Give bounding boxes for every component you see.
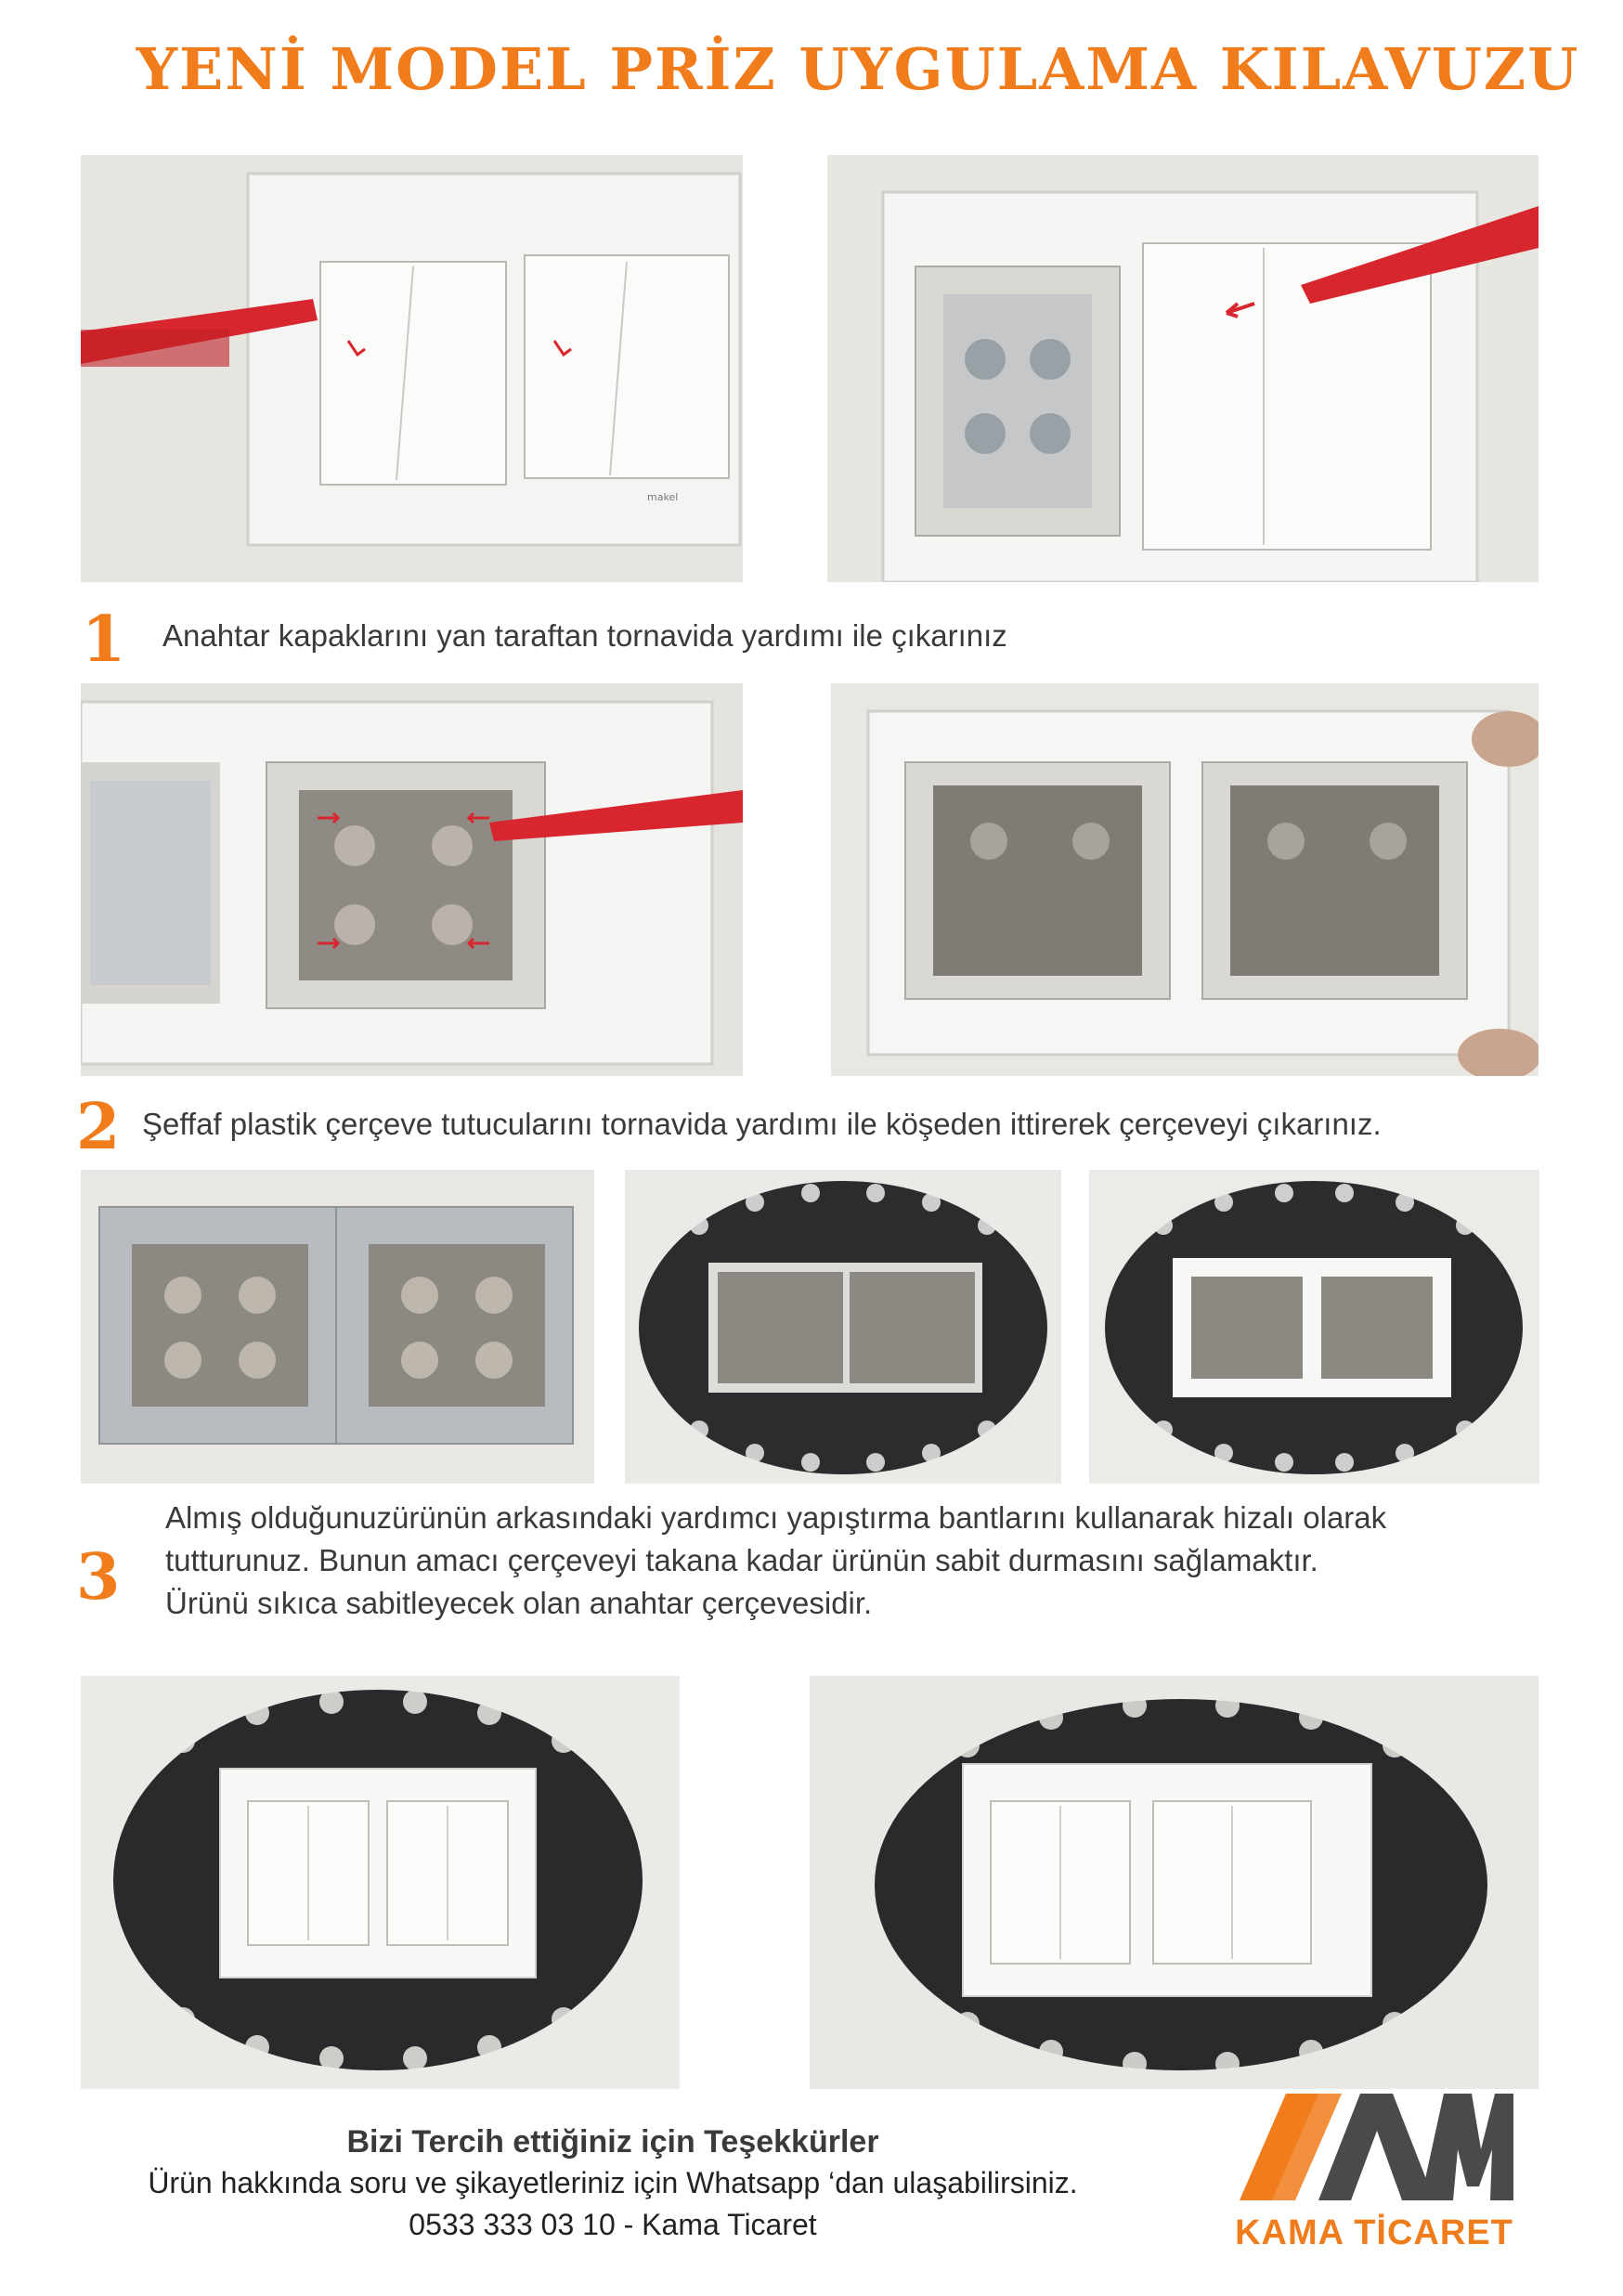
photo-finished-result-angle bbox=[810, 1676, 1539, 2089]
footer-phone: 0533 333 03 10 - Kama Ticaret bbox=[409, 2208, 817, 2241]
step-3-number: 3 bbox=[76, 1540, 121, 1615]
photo-decorative-frame-placed bbox=[625, 1170, 1061, 1484]
step-3-line-3: Ürünü sıkıca sabitleyecek olan anahtar çerçevesidir. bbox=[165, 1586, 873, 1620]
step-3-line-1: Almış olduğunuzürünün arkasındaki yardımcı yapıştırma bantlarını kullanarak hizalı olarak bbox=[165, 1500, 1387, 1535]
step-2-text: Şeffaf plastik çerçeve tutucularını tornavida yardımı ile köşeden ittirerek çerçeveyi çıkarınız. bbox=[142, 1107, 1382, 1141]
photo-remove-switch-covers bbox=[81, 155, 743, 582]
footer-contact: Ürün hakkında soru ve şikayetleriniz için Whatsapp ‘dan ulaşabilirsiniz. bbox=[148, 2166, 1078, 2199]
kama-logo bbox=[1230, 2084, 1518, 2270]
step-3-text bbox=[165, 1497, 1386, 1625]
photo-switch-frame-placed bbox=[1089, 1170, 1539, 1484]
step-3-line-2: tutturunuz. Bunun amacı çerçeveyi takana kadar ürünün sabit durmasını sağlamaktır. bbox=[165, 1543, 1318, 1577]
kam-logo-mark bbox=[1230, 2084, 1518, 2205]
footer-thanks: Bizi Tercih ettiğiniz için Teşekkürler bbox=[346, 2124, 879, 2160]
step-2-number: 2 bbox=[76, 1090, 121, 1164]
photo-bare-mechanism bbox=[81, 1170, 594, 1484]
photo-finished-result-front bbox=[81, 1676, 680, 2089]
step-1-number: 1 bbox=[82, 603, 126, 677]
photo-remove-cover-detail bbox=[827, 155, 1539, 582]
photo-push-frame-holders bbox=[81, 683, 743, 1076]
page-title: YENİ MODEL PRİZ UYGULAMA KILAVUZU bbox=[136, 35, 1580, 103]
photo-remove-frame bbox=[831, 683, 1539, 1076]
step-1-text: Anahtar kapaklarını yan taraftan tornavida yardımı ile çıkarınız bbox=[162, 618, 1007, 653]
logo-name: KAMA TİCARET bbox=[1235, 2213, 1513, 2252]
brand-mark: makel bbox=[647, 491, 679, 503]
footer bbox=[74, 2124, 1151, 2242]
